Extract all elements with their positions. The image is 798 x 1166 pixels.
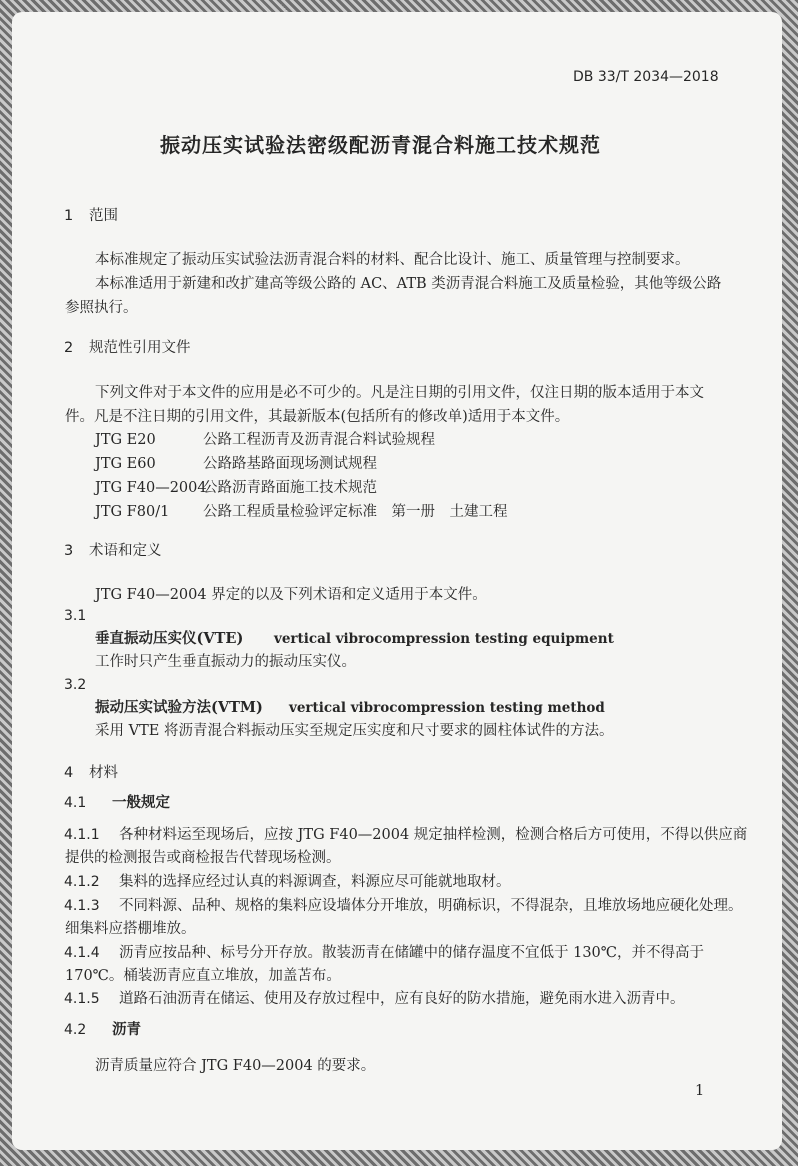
clause-4-1-1-line-2: 提供的检测报告或商检报告代替现场检测。 <box>65 850 341 866</box>
section-1-title: 范围 <box>89 208 118 224</box>
section-1-para-1: 本标准规定了振动压实试验法沥青混合料的材料、配合比设计、施工、质量管理与控制要求。 <box>95 252 690 268</box>
page-number: 1 <box>695 1083 705 1099</box>
section-2-para-line-2: 件。凡是不注日期的引用文件，其最新版本(包括所有的修改单)适用于本文件。 <box>65 409 570 425</box>
section-1-para-2-line-2: 参照执行。 <box>65 300 138 316</box>
doc-title: 振动压实试验法密级配沥青混合料施工技术规范 <box>160 133 601 157</box>
clause-4-1-3-line-2: 细集料应搭棚堆放。 <box>65 921 196 937</box>
clause-4-1-4-number: 4.1.4 <box>64 945 100 961</box>
doc-number: DB 33/T 2034—2018 <box>573 69 719 85</box>
ref-name: 公路沥青路面施工技术规范 <box>203 480 377 496</box>
section-1-para-2-line-1: 本标准适用于新建和改扩建高等级公路的 AC、ATB 类沥青混合料施工及质量检验，其他等级公路 <box>95 276 722 292</box>
clause-4-1-title: 一般规定 <box>112 794 170 811</box>
ref-code: JTG F80/1 <box>95 504 170 520</box>
term-3-2-definition: 采用 VTE 将沥青混合料振动压实至规定压实度和尺寸要求的圆柱体试件的方法。 <box>95 723 614 739</box>
clause-4-1-2-number: 4.1.2 <box>64 874 100 890</box>
ref-code: JTG F40—2004 <box>95 480 207 496</box>
ref-name: 公路工程沥青及沥青混合料试验规程 <box>203 432 435 448</box>
section-2-number: 2 <box>64 340 74 356</box>
term-3-1-en: vertical vibrocompression testing equipment <box>274 631 614 647</box>
clause-4-1-5-line-1: 道路石油沥青在储运、使用及存放过程中，应有良好的防水措施，避免雨水进入沥青中。 <box>119 991 685 1007</box>
section-3-number: 3 <box>64 543 74 559</box>
clause-4-2-para: 沥青质量应符合 JTG F40—2004 的要求。 <box>95 1058 376 1074</box>
section-3-intro: JTG F40—2004 界定的以及下列术语和定义适用于本文件。 <box>95 587 487 603</box>
term-3-1-definition: 工作时只产生垂直振动力的振动压实仪。 <box>95 654 356 670</box>
ref-code: JTG E20 <box>95 432 156 448</box>
term-3-2-cn: 振动压实试验方法(VTM) <box>95 699 263 716</box>
section-3-title: 术语和定义 <box>89 543 162 559</box>
ref-name: 公路工程质量检验评定标准 第一册 土建工程 <box>203 504 508 520</box>
clause-4-1-number: 4.1 <box>64 795 87 811</box>
clause-4-1-4-line-1: 沥青应按品种、标号分开存放。散装沥青在储罐中的储存温度不宜低于 130℃，并不得高于 <box>119 945 705 961</box>
section-2-title: 规范性引用文件 <box>89 340 191 356</box>
section-4-number: 4 <box>64 765 74 781</box>
term-3-1-cn: 垂直振动压实仪(VTE) <box>95 630 244 647</box>
clause-4-1-1-number: 4.1.1 <box>64 827 100 843</box>
ref-name: 公路路基路面现场测试规程 <box>203 456 377 472</box>
ref-code: JTG E60 <box>95 456 156 472</box>
clause-4-1-3-line-1: 不同料源、品种、规格的集料应设墙体分开堆放，明确标识，不得混杂，且堆放场地应硬化处理。 <box>119 898 743 914</box>
term-3-2-en: vertical vibrocompression testing method <box>289 700 605 716</box>
section-1-number: 1 <box>64 208 74 224</box>
clause-4-2-title: 沥青 <box>112 1021 141 1038</box>
section-2-para-line-1: 下列文件对于本文件的应用是必不可少的。凡是注日期的引用文件，仅注日期的版本适用于本文 <box>95 385 704 401</box>
section-4-title: 材料 <box>89 765 118 781</box>
clause-4-1-5-number: 4.1.5 <box>64 991 100 1007</box>
term-3-2-number: 3.2 <box>64 677 87 693</box>
clause-4-2-number: 4.2 <box>64 1022 87 1038</box>
clause-4-1-2-line-1: 集料的选择应经过认真的料源调查，料源应尽可能就地取材。 <box>119 874 511 890</box>
clause-4-1-4-line-2: 170℃。桶装沥青应直立堆放，加盖苫布。 <box>65 968 341 984</box>
document-page <box>12 12 782 1150</box>
clause-4-1-3-number: 4.1.3 <box>64 898 100 914</box>
term-3-1-number: 3.1 <box>64 608 87 624</box>
clause-4-1-1-line-1: 各种材料运至现场后，应按 JTG F40—2004 规定抽样检测，检测合格后方可使用，不得以供应商 <box>119 827 748 843</box>
